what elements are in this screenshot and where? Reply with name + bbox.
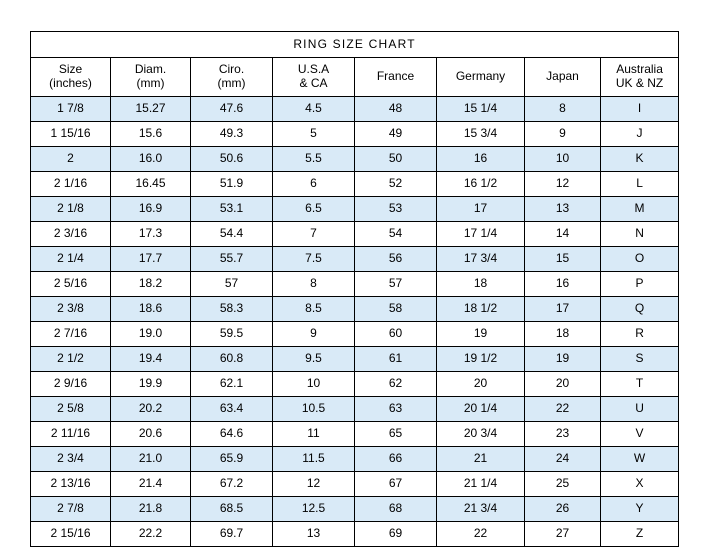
column-header-line2: & CA [299,76,328,90]
table-cell: 2 15/16 [31,522,111,547]
column-header-line1: Ciro. [218,62,245,77]
table-cell: 7.5 [273,247,355,272]
table-cell: N [601,222,679,247]
table-cell: 60.8 [191,347,273,372]
table-cell: 68 [355,497,437,522]
table-cell: 17.7 [111,247,191,272]
table-cell: 16 1/2 [437,172,525,197]
table-cell: 2 3/4 [31,447,111,472]
table-cell: 20 [437,372,525,397]
table-cell: 2 1/2 [31,347,111,372]
table-row [31,472,679,497]
table-cell: 49 [355,122,437,147]
table-cell: 18.6 [111,297,191,322]
table-cell: 64.6 [191,422,273,447]
column-header-line1: Germany [455,69,506,84]
column-header-line2: UK & NZ [615,76,664,90]
table-cell: 57 [355,272,437,297]
table-cell: 21.0 [111,447,191,472]
table-cell: 18 1/2 [437,297,525,322]
table-cell: 61 [355,347,437,372]
column-header-line1: Size [58,62,83,77]
table-cell: 53.1 [191,197,273,222]
table-row [31,422,679,447]
table-cell: 19.0 [111,322,191,347]
table-cell: 16.9 [111,197,191,222]
table-cell: Z [601,522,679,547]
table-cell: 58 [355,297,437,322]
table-cell: 20.2 [111,397,191,422]
table-cell: 10 [525,147,601,172]
table-cell: I [601,97,679,122]
table-cell: 16 [437,147,525,172]
table-cell: 54 [355,222,437,247]
table-cell: 19 1/2 [437,347,525,372]
table-cell: 62.1 [191,372,273,397]
table-cell: 12.5 [273,497,355,522]
table-cell: 23 [525,422,601,447]
table-cell: 7 [273,222,355,247]
table-cell: 9.5 [273,347,355,372]
table-cell: 2 7/16 [31,322,111,347]
table-row [31,497,679,522]
table-cell: 22 [525,397,601,422]
table-cell: J [601,122,679,147]
table-cell: 21.8 [111,497,191,522]
column-header-line2: (mm) [217,76,246,90]
table-cell: 11.5 [273,447,355,472]
table-cell: 19.9 [111,372,191,397]
table-cell: 21 1/4 [437,472,525,497]
column-header-5 [437,58,525,97]
table-cell: 25 [525,472,601,497]
table-cell: 60 [355,322,437,347]
table-cell: 16.0 [111,147,191,172]
table-row [31,222,679,247]
table-cell: 63 [355,397,437,422]
table-cell: 66 [355,447,437,472]
column-header-row [31,58,679,97]
table-cell: 2 1/8 [31,197,111,222]
table-cell: 50 [355,147,437,172]
table-cell: 1 7/8 [31,97,111,122]
table-cell: 9 [525,122,601,147]
table-cell: 55.7 [191,247,273,272]
table-cell: 53 [355,197,437,222]
table-row [31,197,679,222]
table-cell: 8 [525,97,601,122]
table-row [31,447,679,472]
table-header [31,32,679,97]
column-header-7 [601,58,679,97]
table-cell: 8 [273,272,355,297]
table-cell: 13 [273,522,355,547]
table-cell: 19 [525,347,601,372]
table-cell: P [601,272,679,297]
table-cell: 2 9/16 [31,372,111,397]
table-row [31,297,679,322]
table-cell: V [601,422,679,447]
chart-title: RING SIZE CHART [31,32,679,58]
table-row [31,397,679,422]
table-cell: 50.6 [191,147,273,172]
column-header-2 [191,58,273,97]
table-cell: X [601,472,679,497]
table-cell: 14 [525,222,601,247]
table-cell: 12 [525,172,601,197]
column-header-line1: Diam. [134,62,167,77]
column-header-line1: Japan [546,69,579,84]
table-cell: 2 13/16 [31,472,111,497]
column-header-line1: U.S.A [297,62,330,77]
table-cell: 26 [525,497,601,522]
table-cell: 67.2 [191,472,273,497]
table-row [31,322,679,347]
table-cell: 2 7/8 [31,497,111,522]
table-cell: 57 [191,272,273,297]
table-cell: 5 [273,122,355,147]
table-cell: W [601,447,679,472]
table-cell: 15 3/4 [437,122,525,147]
table-cell: 5.5 [273,147,355,172]
table-cell: 18.2 [111,272,191,297]
table-row [31,347,679,372]
table-row [31,522,679,547]
table-cell: 2 3/8 [31,297,111,322]
table-row [31,172,679,197]
table-cell: 17.3 [111,222,191,247]
column-header-1 [111,58,191,97]
table-cell: 51.9 [191,172,273,197]
table-cell: 67 [355,472,437,497]
table-cell: R [601,322,679,347]
table-cell: M [601,197,679,222]
table-cell: 68.5 [191,497,273,522]
table-cell: 24 [525,447,601,472]
table-cell: 21 3/4 [437,497,525,522]
table-cell: 2 3/16 [31,222,111,247]
table-cell: 17 1/4 [437,222,525,247]
table-cell: 49.3 [191,122,273,147]
table-cell: 21 [437,447,525,472]
table-cell: 4.5 [273,97,355,122]
table-cell: 19.4 [111,347,191,372]
table-cell: 8.5 [273,297,355,322]
table-cell: 9 [273,322,355,347]
table-cell: 27 [525,522,601,547]
table-cell: K [601,147,679,172]
column-header-0 [31,58,111,97]
table-cell: 18 [437,272,525,297]
table-cell: 69.7 [191,522,273,547]
table-cell: 58.3 [191,297,273,322]
table-cell: S [601,347,679,372]
table-cell: 69 [355,522,437,547]
table-cell: 17 [437,197,525,222]
table-cell: 16.45 [111,172,191,197]
table-cell: 1 15/16 [31,122,111,147]
table-cell: 2 [31,147,111,172]
table-cell: T [601,372,679,397]
table-cell: 47.6 [191,97,273,122]
table-cell: 65.9 [191,447,273,472]
table-cell: 6.5 [273,197,355,222]
table-cell: 15.27 [111,97,191,122]
table-cell: 16 [525,272,601,297]
table-cell: 22.2 [111,522,191,547]
table-row [31,122,679,147]
table-cell: 20.6 [111,422,191,447]
table-cell: 56 [355,247,437,272]
table-cell: 15.6 [111,122,191,147]
table-cell: 54.4 [191,222,273,247]
column-header-line1: France [376,69,415,84]
table-cell: O [601,247,679,272]
table-cell: 62 [355,372,437,397]
table-cell: 48 [355,97,437,122]
table-cell: 18 [525,322,601,347]
table-cell: 12 [273,472,355,497]
table-cell: U [601,397,679,422]
table-cell: 20 [525,372,601,397]
table-cell: 2 5/16 [31,272,111,297]
table-row [31,272,679,297]
table-cell: 2 1/16 [31,172,111,197]
table-cell: 15 [525,247,601,272]
table-row [31,97,679,122]
table-cell: 65 [355,422,437,447]
table-cell: 11 [273,422,355,447]
table-cell: 6 [273,172,355,197]
ring-size-chart [30,31,678,547]
table-cell: Y [601,497,679,522]
table-cell: 15 1/4 [437,97,525,122]
table-cell: 20 3/4 [437,422,525,447]
table-cell: 17 [525,297,601,322]
table-cell: 2 11/16 [31,422,111,447]
column-header-6 [525,58,601,97]
table-cell: 63.4 [191,397,273,422]
table-cell: 10.5 [273,397,355,422]
table-cell: 20 1/4 [437,397,525,422]
table-cell: 17 3/4 [437,247,525,272]
table-cell: 2 1/4 [31,247,111,272]
table-row [31,372,679,397]
table-cell: 52 [355,172,437,197]
column-header-line1: Australia [616,62,663,77]
table-cell: 13 [525,197,601,222]
table-cell: 19 [437,322,525,347]
column-header-line2: (inches) [49,76,92,90]
title-row [31,32,679,58]
table-cell: 22 [437,522,525,547]
column-header-line2: (mm) [136,76,165,90]
table-body [31,97,679,547]
column-header-4 [355,58,437,97]
column-header-3 [273,58,355,97]
table-cell: 10 [273,372,355,397]
table-row [31,247,679,272]
table-row [31,147,679,172]
table-cell: L [601,172,679,197]
ring-size-table [30,31,679,547]
table-cell: 59.5 [191,322,273,347]
table-cell: 21.4 [111,472,191,497]
table-cell: Q [601,297,679,322]
table-cell: 2 5/8 [31,397,111,422]
